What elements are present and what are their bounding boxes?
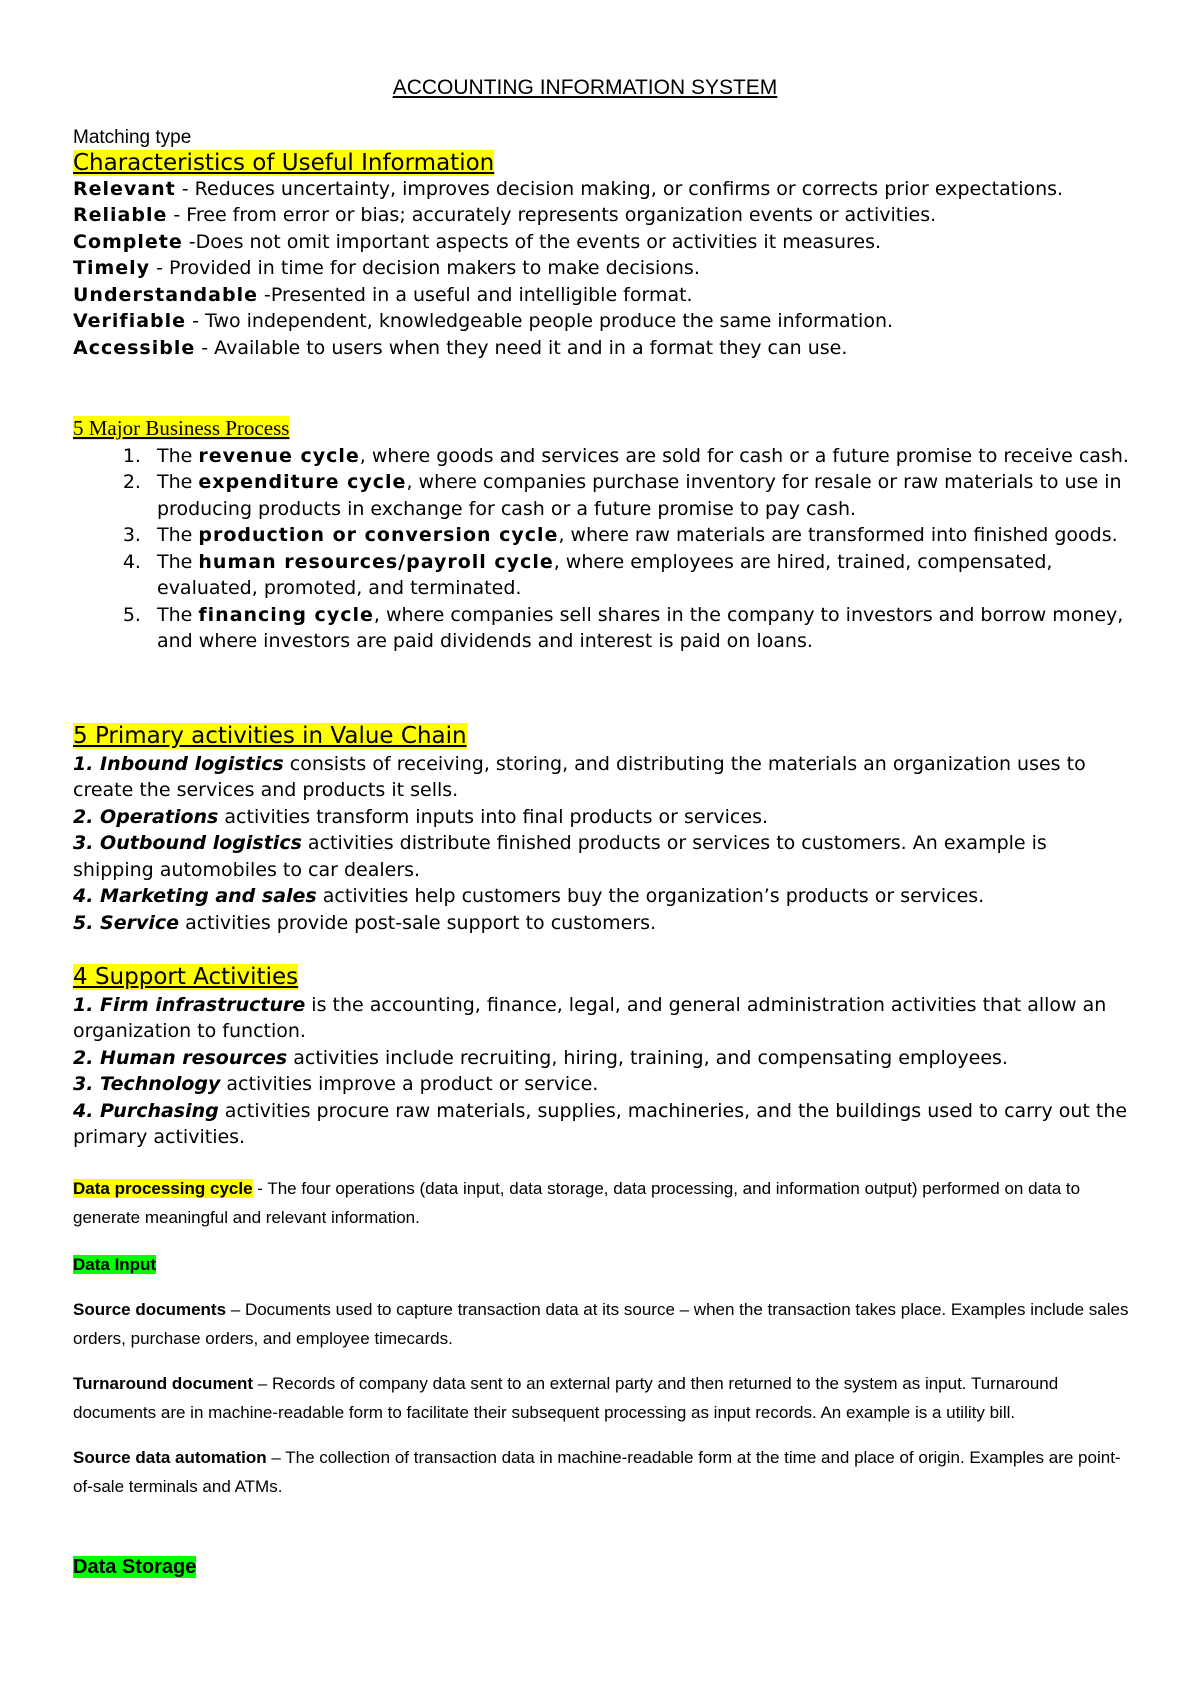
activity-item: 5. Service activities provide post-sale support to customers. bbox=[73, 911, 657, 934]
activity-item: 4. Purchasing activities procure raw materials, supplies, machineries, and the buildings used to carry out the primary activities. bbox=[73, 1099, 1128, 1148]
characteristic-item: Reliable - Free from error or bias; accurately represents organization events or activities. bbox=[73, 204, 937, 226]
data-processing-definition: Data processing cycle - The four operations (data input, data storage, data processing, and information output) performed on data to generate meaningful and relevant information. bbox=[73, 1179, 1081, 1227]
characteristic-item: Complete -Does not omit important aspects of the events or activities it measures. bbox=[73, 230, 882, 253]
primary-activities-heading: 5 Primary activities in Value Chain bbox=[73, 723, 467, 749]
business-process-list bbox=[73, 443, 1133, 655]
data-input-item: Source data automation – The collection of transaction data in machine-readable form at the time and place of origin. Examples are point-of-sale terminals and ATMs. bbox=[73, 1448, 1121, 1496]
list-item: 2. The expenditure cycle, where companies purchase inventory for resale or raw materials to use in producing products in exchange for cash or a future promise to pay cash. bbox=[147, 469, 1133, 522]
primary-activities-section bbox=[73, 722, 1133, 936]
data-input-item: Source documents – Documents used to capture transaction data at its source – when the transaction takes place. Examples include sales orders, purchase orders, and employee timecards. bbox=[73, 1300, 1129, 1348]
data-input-item: Turnaround document – Records of company data sent to an external party and then returned to the system as input. Turnaround documents are in machine-readable form to facilitate their subsequent processing as input records. An example is a utility bill. bbox=[73, 1374, 1059, 1422]
activity-item: 1. Inbound logistics consists of receiving, storing, and distributing the materials an organization uses to create the services and products it sells. bbox=[73, 752, 1086, 801]
activity-item: 3. Technology activities improve a product or service. bbox=[73, 1073, 599, 1095]
data-processing-section bbox=[73, 1174, 1133, 1232]
characteristic-item: Relevant - Reduces uncertainty, improves decision making, or confirms or corrects prior expectations. bbox=[73, 177, 1064, 200]
characteristic-item: Timely - Provided in time for decision makers to make decisions. bbox=[73, 257, 700, 279]
list-item: 5. The financing cycle, where companies sell shares in the company to investors and borrow money, and where investors are paid dividends and interest is paid on loans. bbox=[147, 602, 1133, 655]
characteristic-item: Accessible - Available to users when they need it and in a format they can use. bbox=[73, 336, 848, 359]
list-item: 4. The human resources/payroll cycle, where employees are hired, trained, compensated, evaluated, promoted, and terminated. bbox=[147, 549, 1133, 602]
characteristic-item: Understandable -Presented in a useful and intelligible format. bbox=[73, 283, 693, 306]
activity-item: 2. Operations activities transform inputs into final products or services. bbox=[73, 805, 769, 828]
data-storage-section bbox=[73, 1553, 1133, 1581]
document-title: ACCOUNTING INFORMATION SYSTEM bbox=[392, 76, 778, 99]
support-activities-section bbox=[73, 963, 1133, 1151]
characteristics-heading: Characteristics of Useful Information bbox=[73, 150, 495, 176]
activity-item: 2. Human resources activities include recruiting, hiring, training, and compensating employees. bbox=[73, 1046, 1008, 1069]
characteristic-item: Verifiable - Two independent, knowledgeable people produce the same information. bbox=[73, 310, 894, 332]
support-activities-heading: 4 Support Activities bbox=[73, 964, 299, 990]
characteristics-section bbox=[73, 125, 1133, 361]
data-input-section bbox=[73, 1250, 1133, 1501]
business-process-heading: 5 Major Business Process bbox=[73, 416, 290, 440]
activity-item: 1. Firm infrastructure is the accounting, finance, legal, and general administration activities that allow an organization to function. bbox=[73, 993, 1107, 1042]
business-process-section bbox=[73, 415, 1133, 655]
matching-type-label: Matching type bbox=[73, 127, 192, 148]
list-item: 1. The revenue cycle, where goods and services are sold for cash or a future promise to receive cash. bbox=[147, 443, 1133, 470]
list-item: 3. The production or conversion cycle, where raw materials are transformed into finished goods. bbox=[147, 522, 1133, 549]
data-input-heading: Data Input bbox=[73, 1255, 157, 1274]
activity-item: 3. Outbound logistics activities distribute finished products or services to customers. An example is shipping automobiles to car dealers. bbox=[73, 832, 1047, 881]
data-storage-heading: Data Storage bbox=[73, 1556, 197, 1578]
activity-item: 4. Marketing and sales activities help customers buy the organization’s products or services. bbox=[73, 885, 985, 907]
